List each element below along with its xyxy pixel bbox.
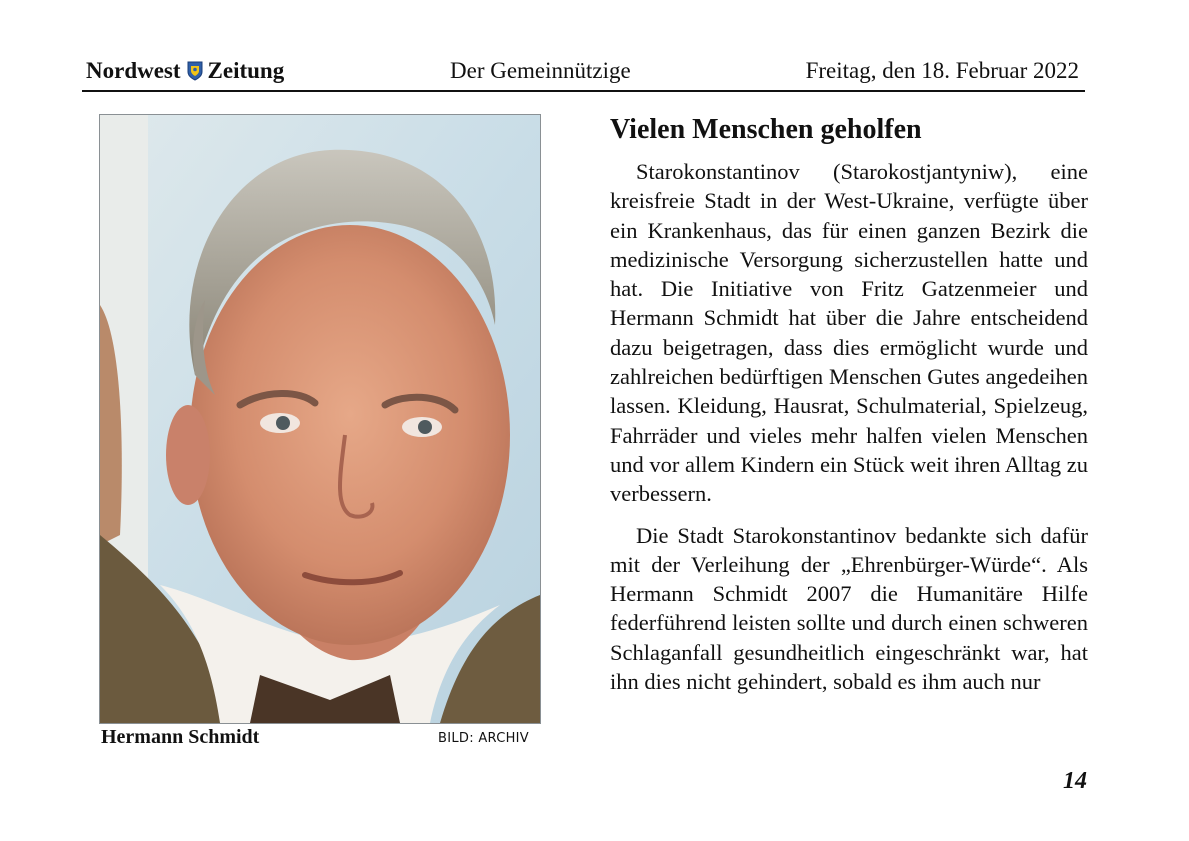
portrait-photo bbox=[99, 114, 541, 724]
page-number: 14 bbox=[1063, 768, 1087, 794]
section-title: Der Gemeinnützige bbox=[450, 58, 631, 83]
masthead-word-nordwest: Nordwest bbox=[86, 58, 181, 83]
newspaper-masthead bbox=[86, 58, 284, 84]
article-body bbox=[610, 157, 1088, 696]
article-paragraph-2: Die Stadt Starokonstantinov bedankte sich dafür mit der Verleihung der „Ehrenbürger-Würde“. Als Hermann Schmidt 2007 die Humanitäre Hilfe federführend leisten sollte und durch einen schweren Schlaganfall gesundheitlich eingeschränkt war, hat ihn dies nicht gehindert, sobald es ihm auch nur bbox=[610, 522, 1088, 695]
photo-credit: BILD: ARCHIV bbox=[438, 731, 529, 746]
photo-caption: Hermann Schmidt bbox=[101, 726, 260, 748]
coat-of-arms-icon bbox=[187, 61, 203, 81]
article-paragraph-1: Starokonstantinov (Starokostjantyniw), eine kreisfreie Stadt in der West-Ukraine, verfügte über ein Krankenhaus, das für einen ganzen Bezirk die medizinische Versorgung sicherzustellen hatte und hat. Die Initiative von Fritz Gatzenmeier und Hermann Schmidt hat über die Jahre entscheidend dazu beigetragen, dass dies ermöglicht wurde und zahlreichen bedürftigen Menschen Gutes angedeihen lassen. Kleidung, Hausrat, Schulmaterial, Spielzeug, Fahrräder und vieles mehr halfen vielen Menschen und vor allem Kindern ein Stück weit ihren Alltag zu verbessern. bbox=[610, 159, 1089, 507]
article-headline: Vielen Menschen geholfen bbox=[610, 114, 922, 145]
masthead-word-zeitung: Zeitung bbox=[207, 58, 285, 83]
issue-date: Freitag, den 18. Februar 2022 bbox=[805, 58, 1079, 83]
page-header bbox=[82, 58, 1085, 92]
